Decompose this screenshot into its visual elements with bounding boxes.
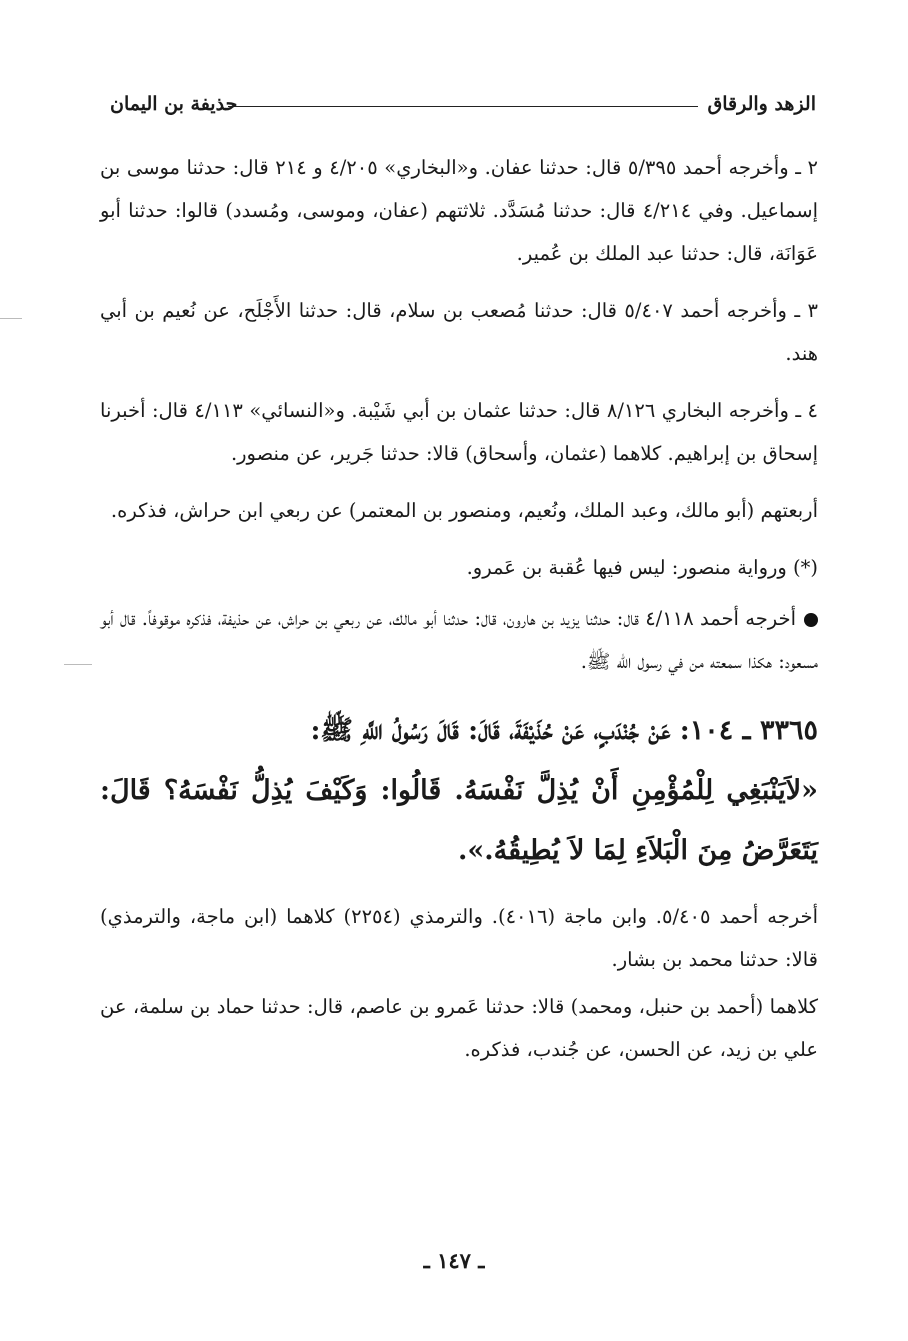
paragraph-4: ٤ ـ وأخرجه البخاري ٨/١٢٦ قال: حدثنا عثمان بن أبي شَيْبة. و«النسائي» ٤/١١٣ قال: أخبرنا إسحاق بن إبراهيم. كلاهما (عثمان، وأسحاق) قالا: حدثنا جَرير، عن منصور. bbox=[100, 399, 819, 465]
hadith-heading: ٣٣٦٥ ـ ١٠٤: عَنْ جُنْدَبٍ، عَنْ حُذَيْفَةَ، قَالَ: قَالَ رَسُولُ اللَّهِ ﷺ: bbox=[310, 715, 818, 746]
paragraph-6: أخرجه أحمد ٥/٤٠٥. وابن ماجة (٤٠١٦). والترمذي (٢٢٥٤) كلاهما (ابن ماجة، والترمذي) قالا: حدثنا محمد بن بشار. bbox=[100, 905, 818, 971]
footnote-marker-note: (*) ورواية منصور: ليس فيها عُقبة بن عَمرو. bbox=[466, 556, 818, 579]
bullet-paragraph bbox=[100, 597, 818, 683]
hadith-text: «لاَيَنْبَغِي لِلْمُؤْمِنِ أَنْ يُذِلَّ نَفْسَهُ. قَالُوا: وَكَيْفَ يُذِلُّ نَفْسَهُ؟ قَالَ: يَتَعَرَّضُ مِنَ الْبَلاَءِ لِمَا لاَ يُطِيقُهُ.». bbox=[100, 775, 818, 866]
paragraph-2: ٢ ـ وأخرجه أحمد ٥/٣٩٥ قال: حدثنا عفان. و«البخاري» ٤/٢٠٥ و ٢١٤ قال: حدثنا موسى بن إسماعيل. وفي ٤/٢١٤ قال: حدثنا مُسَدَّد. ثلاثتهم (عفان، وموسى، ومُسدد) قالوا: حدثنا أبو عَوَانَة، قال: حدثنا عبد الملك بن عُمير. bbox=[100, 156, 818, 265]
paragraph-7: كلاهما (أحمد بن حنبل، ومحمد) قالا: حدثنا عَمرو بن عاصم، قال: حدثنا حماد بن سلمة، عن علي بن زيد، عن الحسن، عن جُندب، فذكره. bbox=[100, 995, 818, 1061]
paragraph-5: أربعتهم (أبو مالك، وعبد الملك، ونُعيم، ومنصور بن المعتمر) عن ربعي ابن حراش، فذكره. bbox=[110, 499, 818, 522]
margin-mark bbox=[0, 318, 22, 319]
paragraph-3: ٣ ـ وأخرجه أحمد ٥/٤٠٧ قال: حدثنا مُصعب بن سلام، قال: حدثنا الأَجْلَح، عن نُعيم بن أبي هند. bbox=[100, 299, 818, 365]
book-title: الزهد والرقاق bbox=[707, 93, 816, 115]
running-header bbox=[110, 90, 816, 118]
bullet-dot-icon bbox=[804, 613, 818, 627]
page-body bbox=[100, 146, 818, 1075]
page-number: ـ ١٤٧ ـ bbox=[423, 1248, 485, 1273]
margin-mark bbox=[64, 664, 92, 665]
bullet-paragraph-text: أخرجه أحمد ٤/١١٨ قال: حدثنا يزيد بن هارون، قال: حدثنا أبو مالك، عن ربعي بن حراش، عن حذيفة، فذكره موقوفاً. قال أبو مسعود: هكذا سمعته من في رسول الله ﷺ. bbox=[100, 607, 818, 673]
chapter-title: حذيفة بن اليمان bbox=[110, 93, 238, 115]
header-rule bbox=[228, 106, 698, 107]
